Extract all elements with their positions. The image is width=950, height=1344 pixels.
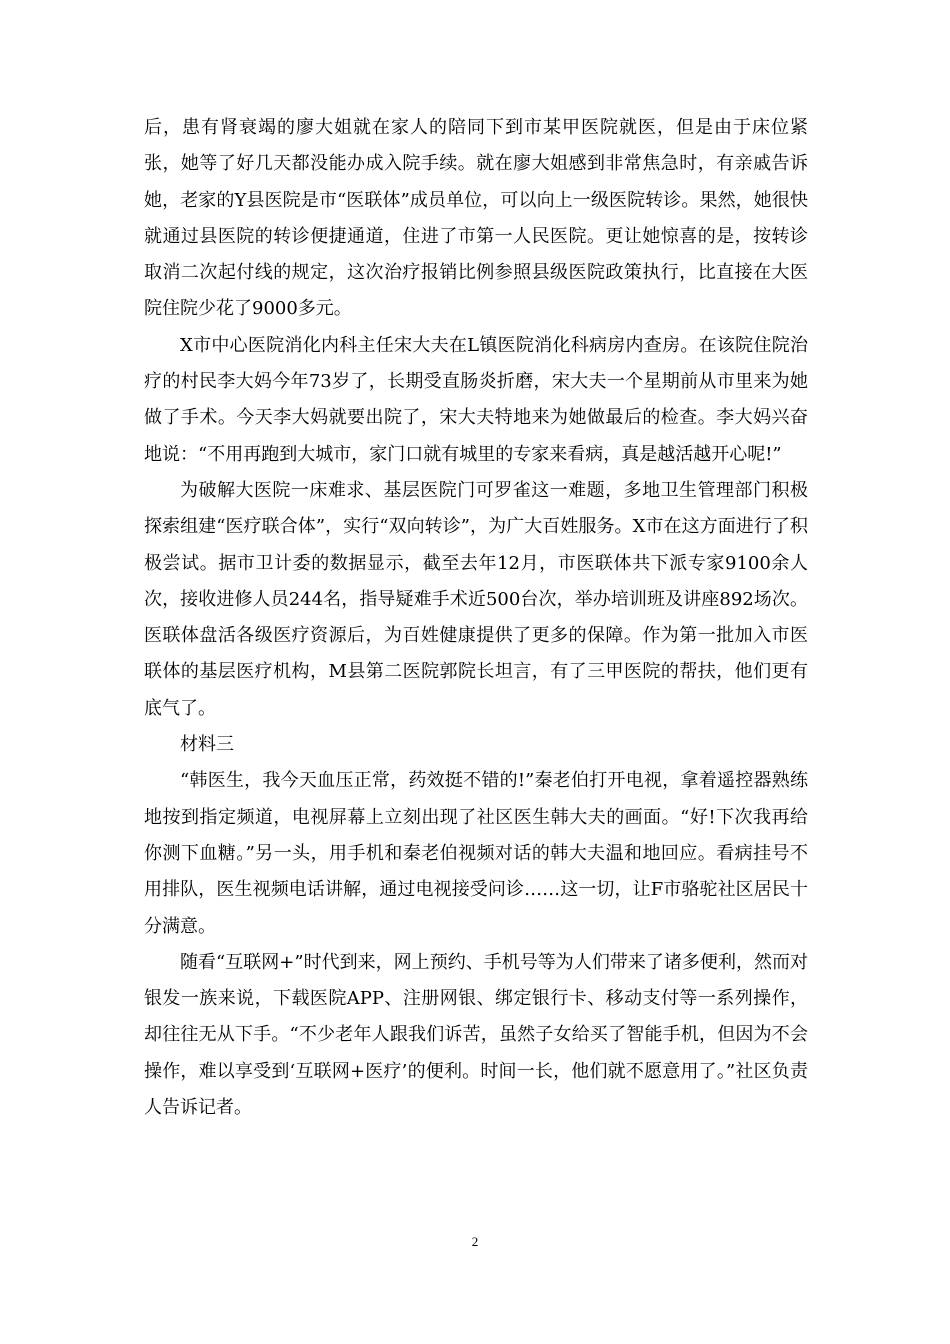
section-heading: 材料三 <box>180 734 234 756</box>
page-number: 2 <box>471 1234 479 1249</box>
page-body <box>144 110 808 1126</box>
paragraph-2: X市中心医院消化内科主任宋大夫在L镇医院消化科病房内查房。在该院住院治疗的村民李大妈今年73岁了，长期受直肠炎折磨，宋大夫一个星期前从市里来为她做了手术。今天李大妈就要出院了，宋大夫特地来为她做最后的检查。李大妈兴奋地说：“不用再跑到大城市，家门口就有城里的专家来看病，真是越活越开心呢!” <box>144 334 808 465</box>
paragraph-1: 后，患有肾衰竭的廖大姐就在家人的陪同下到市某甲医院就医，但是由于床位紧张，她等了好几天都没能办成入院手续。就在廖大姐感到非常焦急时，有亲戚告诉她，老家的Y县医院是市“医联体”成员单位，可以向上一级医院转诊。果然，她很快就通过县医院的转诊便捷通道，住进了市第一人民医院。更让她惊喜的是，按转诊取消二次起付线的规定，这次治疗报销比例参照县级医院政策执行，比直接在大医院住院少花了9000多元。 <box>144 117 808 320</box>
paragraph-4: “韩医生，我今天血压正常，药效挺不错的!”秦老伯打开电视，拿着遥控器熟练地按到指定频道，电视屏幕上立刻出现了社区医生韩大夫的画面。“好!下次我再给你测下血糖。”另一头，用手机和秦老伯视频对话的韩大夫温和地回应。看病挂号不用排队，医生视频电话讲解，通过电视接受问诊……这一切，让F市骆驼社区居民十分满意。 <box>144 770 808 937</box>
paragraph-3: 为破解大医院一床难求、基层医院门可罗雀这一难题，多地卫生管理部门积极探索组建“医疗联合体”，实行“双向转诊”，为广大百姓服务。X市在这方面进行了积极尝试。据市卫计委的数据显示，截至去年12月，市医联体共下派专家9100余人次，接收进修人员244名，指导疑难手术近500台次，举办培训班及讲座892场次。医联体盘活各级医疗资源后，为百姓健康提供了更多的保障。作为第一批加入市医联体的基层医疗机构，M县第二医院郭院长坦言，有了三甲医院的帮扶，他们更有底气了。 <box>144 479 808 719</box>
paragraph-5: 随看“互联网+”时代到来，网上预约、手机号等为人们带来了诸多便利，然而对银发一族来说，下载医院APP、注册网银、绑定银行卡、移动支付等一系列操作，却往往无从下手。“不少老年人跟我们诉苦，虽然子女给买了智能手机，但因为不会操作，难以享受到‘互联网+医疗’的便利。时间一长，他们就不愿意用了。”社区负责人告诉记者。 <box>144 951 808 1119</box>
